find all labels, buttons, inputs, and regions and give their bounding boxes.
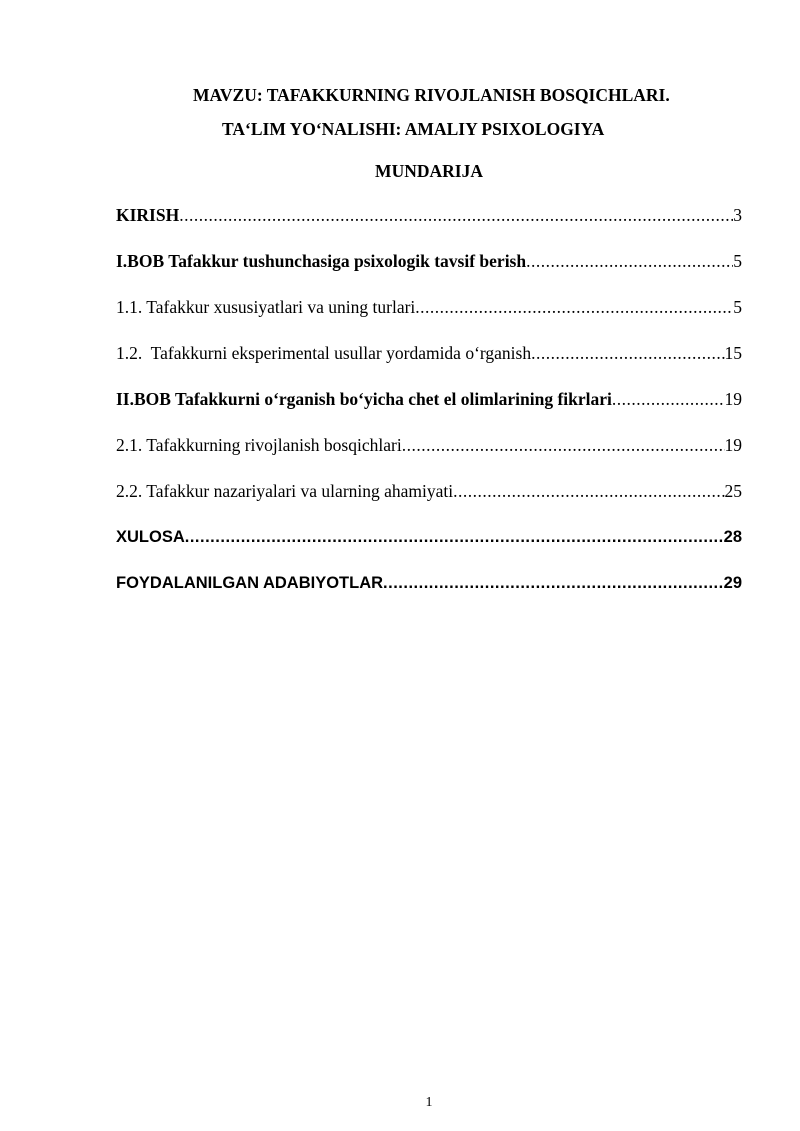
toc-leader-dots [612,389,725,409]
toc-entry-label: XULOSA [116,528,185,546]
toc-entry-chapter-2 [116,389,742,435]
toc-entry-page: 28 [723,528,742,546]
toc-leader-dots [383,573,724,593]
toc-leader-dots [531,343,724,363]
toc-entry-section-2-2 [116,481,742,527]
toc-entry-label: 2.2. Tafakkur nazariyalari va ularning ahamiyati [116,481,454,501]
toc-entry-label: I.BOB Tafakkur tushunchasiga psixologik tavsif berish [116,251,527,271]
toc-entry-label: II.BOB Tafakkurni o‘rganish bo‘yicha chet el olimlarining fikrlari [116,389,612,409]
toc-entry-section-1-1 [116,297,742,343]
document-title-line-2: TA‘LIM YO‘NALISHI: AMALIY PSIXOLOGIYA [222,119,605,139]
toc-leader-dots [415,297,733,317]
toc-entry-section-2-1 [116,435,742,481]
toc-entry-label: FOYDALANILGAN ADABIYOTLAR [116,574,384,592]
toc-entry-page: 19 [724,435,742,455]
toc-entry-page: 15 [724,343,742,363]
toc-entry-label: 1.2. Tafakkurni eksperimental usullar yordamida o‘rganish [116,343,532,363]
toc-entry-page: 25 [724,481,742,501]
table-of-contents [116,205,742,619]
toc-leader-dots [185,527,724,547]
toc-leader-dots [179,205,733,225]
toc-leader-dots [402,435,725,455]
toc-heading: MUNDARIJA [375,161,483,181]
toc-entry-page: 19 [724,389,742,409]
toc-entry-references [116,573,742,619]
toc-entry-page: 3 [733,205,742,225]
page-number: 1 [425,1095,433,1110]
toc-entry-chapter-1 [116,251,742,297]
toc-entry-kirish [116,205,742,251]
toc-entry-label: 1.1. Tafakkur xususiyatlari va uning turlari [116,297,416,317]
toc-leader-dots [526,251,733,271]
toc-entry-label: KIRISH [116,205,180,225]
toc-entry-page: 5 [733,251,742,271]
toc-entry-page: 5 [733,297,742,317]
toc-entry-section-1-2 [116,343,742,389]
toc-entry-page: 29 [723,574,742,592]
document-title-line-1: MAVZU: TAFAKKURNING RIVOJLANISH BOSQICHLARI. [193,85,670,105]
toc-leader-dots [453,481,724,501]
toc-entry-xulosa [116,527,742,573]
toc-entry-label: 2.1. Tafakkurning rivojlanish bosqichlari [116,435,402,455]
